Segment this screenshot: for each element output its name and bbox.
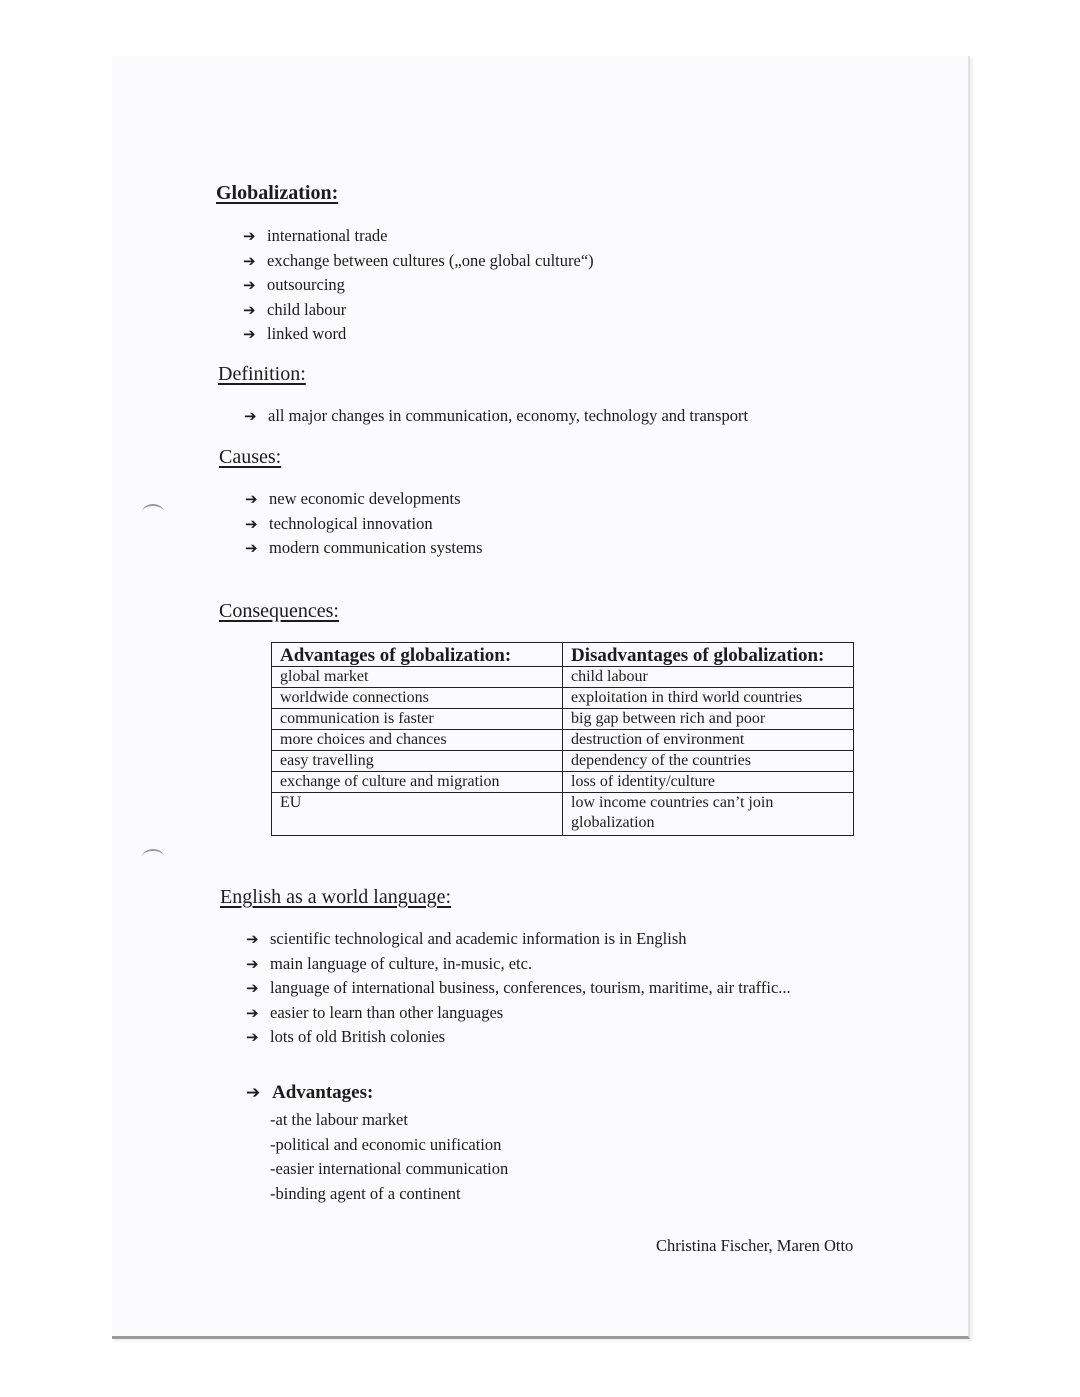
table-cell: exchange of culture and migration	[272, 772, 563, 793]
list-item: ➔ new economic developments	[245, 487, 483, 512]
arrow-icon: ➔	[245, 514, 258, 533]
consequences-heading: Consequences:	[219, 600, 339, 622]
arrow-icon: ➔	[246, 954, 259, 973]
list-item: ➔ language of international business, conferences, tourism, maritime, air traffic...	[246, 976, 791, 1001]
definition-list	[244, 404, 748, 429]
list-item: ➔ all major changes in communication, economy, technology and transport	[244, 404, 748, 429]
arrow-icon: ➔	[243, 300, 256, 319]
list-item: ➔ modern communication systems	[245, 536, 483, 561]
table-row	[272, 730, 854, 751]
list-item: ➔ scientific technological and academic information is in English	[246, 927, 791, 952]
arrow-icon: ➔	[243, 227, 256, 245]
list-item: ➔ technological innovation	[245, 512, 483, 537]
english-advantages-list	[270, 1108, 508, 1206]
list-item: ➔ international trade	[243, 224, 594, 249]
punch-hole-top	[142, 504, 164, 520]
advantages-column-header: Advantages of globalization:	[272, 643, 563, 667]
list-item: -binding agent of a continent	[270, 1183, 461, 1203]
definition-heading: Definition:	[218, 363, 306, 385]
author-signature: Christina Fischer, Maren Otto	[656, 1236, 854, 1255]
table-row	[272, 688, 854, 709]
list-item: ➔ main language of culture, in-music, etc.	[246, 952, 791, 977]
table-cell: worldwide connections	[272, 688, 563, 709]
list-item: ➔ lots of old British colonies	[246, 1025, 791, 1050]
list-item: ➔ outsourcing	[243, 273, 594, 298]
disadvantages-column-header: Disadvantages of globalization:	[563, 643, 854, 667]
table-cell: low income countries can’t join globalization	[563, 793, 854, 836]
arrow-icon: ➔	[245, 539, 258, 557]
table-row	[272, 772, 854, 793]
table-cell: exploitation in third world countries	[563, 688, 854, 709]
arrow-icon: ➔	[243, 251, 256, 270]
causes-heading: Causes:	[219, 446, 282, 468]
list-item: -at the labour market	[270, 1110, 408, 1129]
table-header-row	[272, 643, 854, 667]
table-cell: loss of identity/culture	[563, 772, 854, 793]
table-cell: easy travelling	[272, 751, 563, 772]
arrow-icon: ➔	[244, 407, 257, 425]
english-list	[246, 927, 791, 1050]
table-cell: EU	[272, 793, 563, 836]
arrow-icon: ➔	[243, 276, 256, 294]
table-cell: global market	[272, 667, 563, 688]
punch-hole-bottom	[142, 849, 164, 865]
arrow-icon: ➔	[243, 325, 256, 343]
arrow-icon: ➔	[246, 1083, 261, 1103]
list-item: -political and economic unification	[270, 1134, 502, 1154]
arrow-icon: ➔	[246, 1028, 259, 1046]
table-row	[272, 667, 854, 688]
arrow-icon: ➔	[246, 979, 259, 997]
list-item: ➔ child labour	[243, 298, 594, 323]
english-heading: English as a world language:	[220, 886, 452, 908]
table-cell: destruction of environment	[563, 730, 854, 751]
list-item: ➔ linked word	[243, 322, 594, 347]
list-item: ➔ easier to learn than other languages	[246, 1001, 791, 1026]
causes-list	[245, 487, 483, 561]
globalization-heading: Globalization:	[216, 182, 339, 204]
table-cell: big gap between rich and poor	[563, 709, 854, 730]
arrow-icon: ➔	[246, 1003, 259, 1022]
globalization-list	[243, 224, 594, 347]
table-cell: more choices and chances	[272, 730, 563, 751]
english-advantages-heading: ➔ Advantages:	[246, 1082, 374, 1103]
arrow-icon: ➔	[245, 490, 258, 508]
table-row	[272, 793, 854, 836]
table-cell: dependency of the countries	[563, 751, 854, 772]
table-cell: communication is faster	[272, 709, 563, 730]
list-item: ➔ exchange between cultures („one global culture“)	[243, 249, 594, 274]
table-row	[272, 709, 854, 730]
table-row	[272, 751, 854, 772]
consequences-table	[271, 642, 854, 836]
list-item: -easier international communication	[270, 1159, 509, 1178]
arrow-icon: ➔	[246, 930, 259, 948]
table-cell: child labour	[563, 667, 854, 688]
